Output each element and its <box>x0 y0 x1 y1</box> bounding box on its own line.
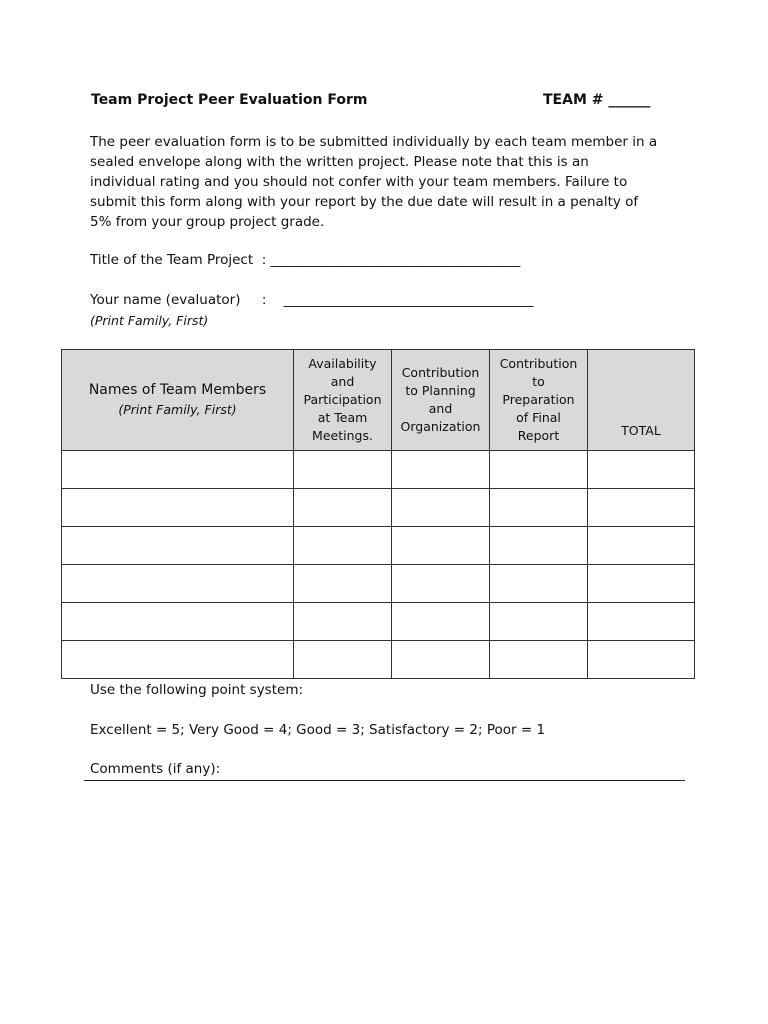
point-scale: Excellent = 5; Very Good = 4; Good = 3; Satisfactory = 2; Poor = 1 <box>90 722 546 738</box>
intro-line: The peer evaluation form is to be submitted individually by each team member in a <box>90 134 658 150</box>
project-title-field: Title of the Team Project : _____________________________________ <box>90 252 521 268</box>
header-line: to <box>532 374 545 389</box>
intro-line: sealed envelope along with the written project. Please note that this is an <box>90 154 589 170</box>
availability-score-cell[interactable] <box>294 451 392 489</box>
header-names-note: (Print Family, First) <box>118 402 237 417</box>
peer-evaluation-table <box>61 349 695 679</box>
availability-score-cell[interactable] <box>294 489 392 527</box>
header-total <box>588 350 695 451</box>
header-line: to Planning <box>405 383 476 398</box>
preparation-score-cell[interactable] <box>490 489 588 527</box>
header-line: Report <box>517 428 560 443</box>
intro-line: submit this form along with your report by the due date will result in a penalty of <box>90 194 639 210</box>
table-row <box>62 489 695 527</box>
table-row <box>62 527 695 565</box>
point-system-label: Use the following point system: <box>90 682 304 698</box>
planning-score-cell[interactable] <box>392 489 490 527</box>
planning-score-cell[interactable] <box>392 565 490 603</box>
evaluator-name-field: Your name (evaluator) : _____________________________________ <box>90 292 534 308</box>
preparation-score-cell[interactable] <box>490 603 588 641</box>
header-names-of-team-members <box>62 350 294 451</box>
header-planning <box>392 350 490 451</box>
availability-score-cell[interactable] <box>294 565 392 603</box>
intro-line: 5% from your group project grade. <box>90 214 325 230</box>
header-names-label: Names of Team Members <box>88 382 267 398</box>
member-name-cell[interactable] <box>62 451 294 489</box>
intro-paragraph <box>90 132 690 232</box>
comments-line <box>84 780 685 781</box>
total-score-cell[interactable] <box>588 603 695 641</box>
preparation-score-cell[interactable] <box>490 641 588 679</box>
planning-score-cell[interactable] <box>392 641 490 679</box>
planning-score-cell[interactable] <box>392 451 490 489</box>
table-row <box>62 565 695 603</box>
member-name-cell[interactable] <box>62 527 294 565</box>
table-row <box>62 451 695 489</box>
form-title: Team Project Peer Evaluation Form <box>91 92 368 108</box>
preparation-score-cell[interactable] <box>490 451 588 489</box>
header-line: Meetings. <box>312 428 373 443</box>
total-score-cell[interactable] <box>588 527 695 565</box>
comments-label: Comments (if any): <box>90 761 221 777</box>
table-row <box>62 603 695 641</box>
header-line: Participation <box>303 392 382 407</box>
header-line: and <box>428 401 453 416</box>
availability-score-cell[interactable] <box>294 641 392 679</box>
evaluator-name-note: (Print Family, First) <box>90 313 209 328</box>
intro-line: individual rating and you should not confer with your team members. Failure to <box>90 174 628 190</box>
header-line: Contribution <box>499 356 578 371</box>
team-number-field: TEAM # ______ <box>543 92 651 108</box>
header-preparation <box>490 350 588 451</box>
table-header-row <box>62 350 695 451</box>
total-score-cell[interactable] <box>588 641 695 679</box>
total-score-cell[interactable] <box>588 489 695 527</box>
header-line: Contribution <box>401 365 480 380</box>
total-score-cell[interactable] <box>588 565 695 603</box>
planning-score-cell[interactable] <box>392 527 490 565</box>
header-line: Preparation <box>502 392 575 407</box>
header-availability <box>294 350 392 451</box>
member-name-cell[interactable] <box>62 603 294 641</box>
availability-score-cell[interactable] <box>294 527 392 565</box>
preparation-score-cell[interactable] <box>490 565 588 603</box>
preparation-score-cell[interactable] <box>490 527 588 565</box>
total-score-cell[interactable] <box>588 451 695 489</box>
availability-score-cell[interactable] <box>294 603 392 641</box>
table-body <box>62 451 695 679</box>
header-line: Availability <box>308 356 377 371</box>
member-name-cell[interactable] <box>62 565 294 603</box>
header-total-label: TOTAL <box>621 423 661 438</box>
member-name-cell[interactable] <box>62 489 294 527</box>
table-row <box>62 641 695 679</box>
header-line: Organization <box>400 419 481 434</box>
member-name-cell[interactable] <box>62 641 294 679</box>
header-line: of Final <box>516 410 561 425</box>
header-line: and <box>330 374 355 389</box>
header-line: at Team <box>317 410 368 425</box>
planning-score-cell[interactable] <box>392 603 490 641</box>
